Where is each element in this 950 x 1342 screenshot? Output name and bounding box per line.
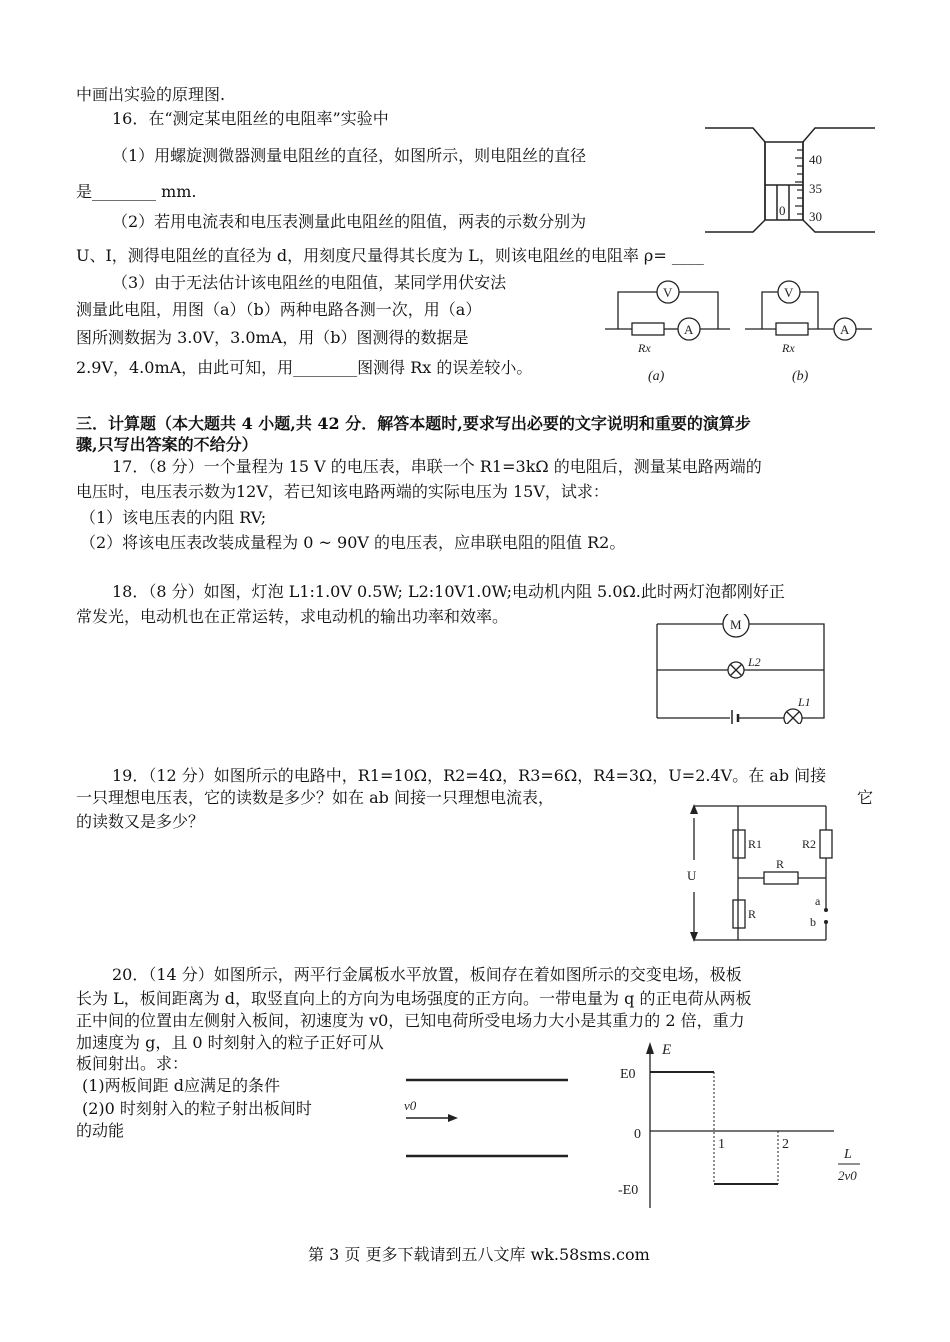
l1-label: L1 — [798, 695, 811, 709]
q20-d: 加速度为 g，且 0 时刻射入的粒子正好可从 — [76, 1033, 384, 1052]
caption-a: (a) — [648, 369, 665, 384]
q20-g: (2)0 时刻射入的粒子射出板间时 — [82, 1099, 312, 1118]
tick-1: 1 — [718, 1137, 725, 1152]
q17-c: （1）该电压表的内阻 RV; — [80, 508, 267, 527]
q19-c: 的读数又是多少？ — [76, 812, 205, 831]
q16-3d: 2.9V，4.0mA，由此可知，用________图测得 Rx 的误差较小。 — [76, 358, 533, 377]
voltmeter-a: V — [663, 285, 673, 300]
rx-b: Rx — [782, 341, 795, 355]
r4-label: R — [748, 907, 757, 921]
a-terminal: a — [815, 894, 821, 908]
q20-h: 的动能 — [76, 1121, 125, 1140]
plates-figure — [400, 1070, 580, 1165]
q19-b: 一只理想电压表，它的读数是多少？如在 ab 间接一只理想电流表， — [76, 788, 554, 807]
q16-3a: （3）由于无法估计该电阻丝的电阻值，某同学用伏安法 — [112, 273, 507, 292]
u-label: U — [687, 868, 697, 883]
efield-graph — [612, 1036, 862, 1216]
q20-e: 板间射出。求： — [76, 1054, 189, 1073]
q19-b2: 它 — [857, 788, 874, 807]
q17-a: 17．（8 分）一个量程为 15 V 的电压表，串联一个 R1=3kΩ 的电阻后，测量某电路两端的 — [112, 457, 762, 476]
voltmeter-b: V — [784, 285, 794, 300]
e0-label: E0 — [620, 1067, 636, 1082]
q20-c: 正中间的位置由左侧射入板间，初速度为 v0，已知电荷所受电场力大小是其重力的 2 倍，重力 — [76, 1011, 745, 1030]
scale-zero: 0 — [779, 203, 786, 218]
q16-1b: 是________ mm. — [76, 182, 197, 201]
r1-label: R1 — [748, 837, 763, 851]
q18-a: 18．（8 分）如图，灯泡 L1:1.0V 0.5W; L2:10V1.0W;电动机内阻 5.0Ω.此时两灯泡都刚好正 — [112, 582, 785, 601]
q19-a: 19．（12 分）如图所示的电路中，R1=10Ω，R2=4Ω，R3=6Ω，R4=3Ω，U=2.4V。在 ab 间接 — [112, 766, 827, 785]
e-axis-label: E — [662, 1042, 672, 1058]
v0-label: v0 — [404, 1098, 417, 1113]
r3-label: R — [776, 857, 785, 871]
q17-d: （2）将该电压表改装成量程为 0 ~ 90V 的电压表，应串联电阻的阻值 R2。 — [80, 533, 626, 552]
bridge-circuit-figure — [684, 800, 834, 950]
section3-heading-b: 骤,只写出答案的不给分） — [76, 435, 258, 454]
scale-35: 35 — [809, 181, 822, 196]
motor-circuit-figure — [652, 614, 832, 724]
q18-b: 常发光，电动机也在正常运转，求电动机的输出功率和效率。 — [76, 607, 509, 626]
section3-heading-a: 三．计算题（本大题共 4 小题,共 42 分．解答本题时,要求写出必要的文字说明和重要的演算步 — [76, 414, 751, 433]
circuit-ab-figure — [600, 272, 880, 390]
zero-label: 0 — [634, 1127, 641, 1142]
q20-b: 长为 L，板间距离为 d，取竖直向上的方向为电场强度的正方向。一带电量为 q 的正电荷从两板 — [76, 989, 752, 1008]
q20-a: 20．（14 分）如图所示，两平行金属板水平放置，板间存在着如图所示的交变电场，极板 — [112, 965, 742, 984]
motor-label: M — [730, 617, 742, 632]
ammeter-b: A — [840, 322, 850, 337]
tick-2: 2 — [782, 1137, 789, 1152]
r2-label: R2 — [802, 837, 817, 851]
q16-2b: U、I，测得电阻丝的直径为 d，用刻度尺量得其长度为 L，则该电阻丝的电阻率 ρ= ____ — [76, 246, 704, 265]
ammeter-a: A — [684, 322, 694, 337]
l2-label: L2 — [748, 655, 761, 669]
scale-40: 40 — [809, 152, 822, 167]
q16-3c: 图所测数据为 3.0V，3.0mA，用（b）图测得的数据是 — [76, 328, 469, 347]
x-axis-den: 2v0 — [838, 1168, 857, 1183]
q16-title: 16．在“测定某电阻丝的电阻率”实验中 — [112, 109, 389, 128]
q16-1a: （1）用螺旋测微器测量电阻丝的直径，如图所示，则电阻丝的直径 — [112, 146, 587, 165]
q20-f: (1)两板间距 d应满足的条件 — [82, 1076, 280, 1095]
neg-e0-label: -E0 — [618, 1183, 639, 1198]
micrometer-figure — [705, 120, 875, 240]
rx-a: Rx — [638, 341, 651, 355]
caption-b: (b) — [792, 369, 809, 384]
x-axis-num: L — [844, 1147, 852, 1162]
q16-3b: 测量此电阻，用图（a）（b）两种电路各测一次，用（a） — [76, 300, 482, 319]
page-footer: 第 3 页 更多下载请到五八文库 wk.58sms.com — [308, 1245, 650, 1264]
b-terminal: b — [810, 915, 816, 929]
q17-b: 电压时，电压表示数为12V，若已知该电路两端的实际电压为 15V，试求： — [76, 482, 609, 501]
scale-30: 30 — [809, 209, 822, 224]
line-l1: 中画出实验的原理图. — [76, 85, 226, 104]
q16-2a: （2）若用电流表和电压表测量此电阻丝的阻值，两表的示数分别为 — [112, 212, 587, 231]
